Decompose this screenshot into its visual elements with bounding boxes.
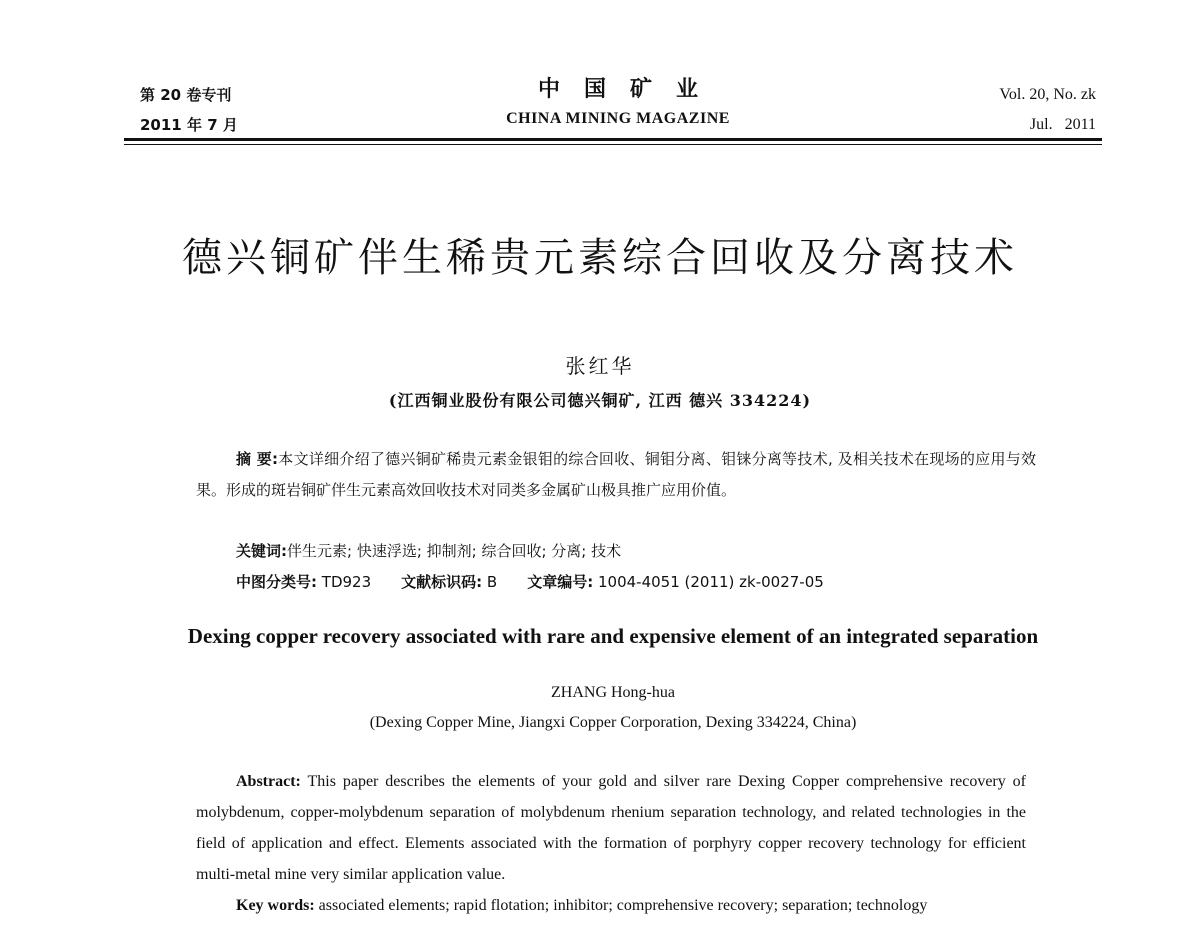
article-title-en: Dexing copper recovery associated with rare and expensive element of an integrated separation: [187, 624, 1039, 648]
author-en: ZHANG Hong-hua: [551, 684, 675, 701]
issue-cn: 第 20 卷专刊: [140, 86, 232, 104]
header-rule-thin: [124, 144, 1102, 145]
abstract-en: [196, 766, 1026, 890]
header-center: [140, 74, 1096, 132]
clc-label: 中图分类号:: [236, 573, 317, 591]
article-title-cn: 德兴铜矿伴生稀贵元素综合回收及分离技术: [182, 235, 1018, 281]
doc-code-label: 文献标识码:: [401, 573, 483, 591]
journal-header: [140, 74, 1096, 134]
author-cn: 张红华: [565, 354, 635, 378]
affiliation-en: (Dexing Copper Mine, Jiangxi Copper Corporation, Dexing 334224, China): [369, 714, 857, 731]
keywords-en: [196, 890, 1026, 921]
keywords-en-text: associated elements; rapid flotation; inhibitor; comprehensive recovery; separation; technology: [318, 897, 928, 914]
article-no-label: 文章编号:: [527, 573, 594, 591]
abstract-en-text: This paper describes the elements of your gold and silver rare Dexing Copper comprehensive recovery of molybdenum, copper-molybdenum separation of molybdenum rhenium separation technology, and related technologies in the field of application and effect. Elements associated with the formation of porphyry copper recovery technology for efficient multi-metal mine very similar application value.: [196, 773, 1026, 883]
affiliation-cn: (江西铜业股份有限公司德兴铜矿, 江西 德兴 334224): [388, 391, 812, 410]
keywords-cn-text: 伴生元素; 快速浮选; 抑制剂; 综合回收; 分离; 技术: [287, 542, 622, 560]
journal-title-cn: 中国矿业: [537, 77, 722, 102]
date-en: Jul. 2011: [1029, 116, 1096, 133]
abstract-cn-label: 摘 要:: [236, 450, 279, 468]
keywords-cn-label: 关键词:: [236, 542, 287, 560]
abstract-cn: [196, 444, 1036, 506]
header-rule-thick: [124, 138, 1102, 141]
abstract-cn-text: 本文详细介绍了德兴铜矿稀贵元素金银钼的综合回收、铜钼分离、钼铼分离等技术, 及相关技术在现场的应用与效果。形成的斑岩铜矿伴生元素高效回收技术对同类多金属矿山极具推广应用价值。: [196, 450, 1036, 499]
keywords-cn: [236, 537, 621, 565]
doc-code-value: B: [486, 573, 498, 591]
article-no-value: 1004-4051 (2011) zk-0027-05: [597, 573, 824, 591]
volume-en: Vol. 20, No. zk: [999, 86, 1096, 103]
abstract-en-label: Abstract:: [236, 773, 301, 790]
journal-title-en: CHINA MINING MAGAZINE: [506, 110, 730, 127]
keywords-en-label: Key words:: [236, 897, 315, 914]
date-cn: 2011 年 7 月: [140, 116, 238, 134]
clc-value: TD923: [321, 573, 372, 591]
header-right: [999, 80, 1096, 140]
classification-line: [236, 568, 824, 596]
